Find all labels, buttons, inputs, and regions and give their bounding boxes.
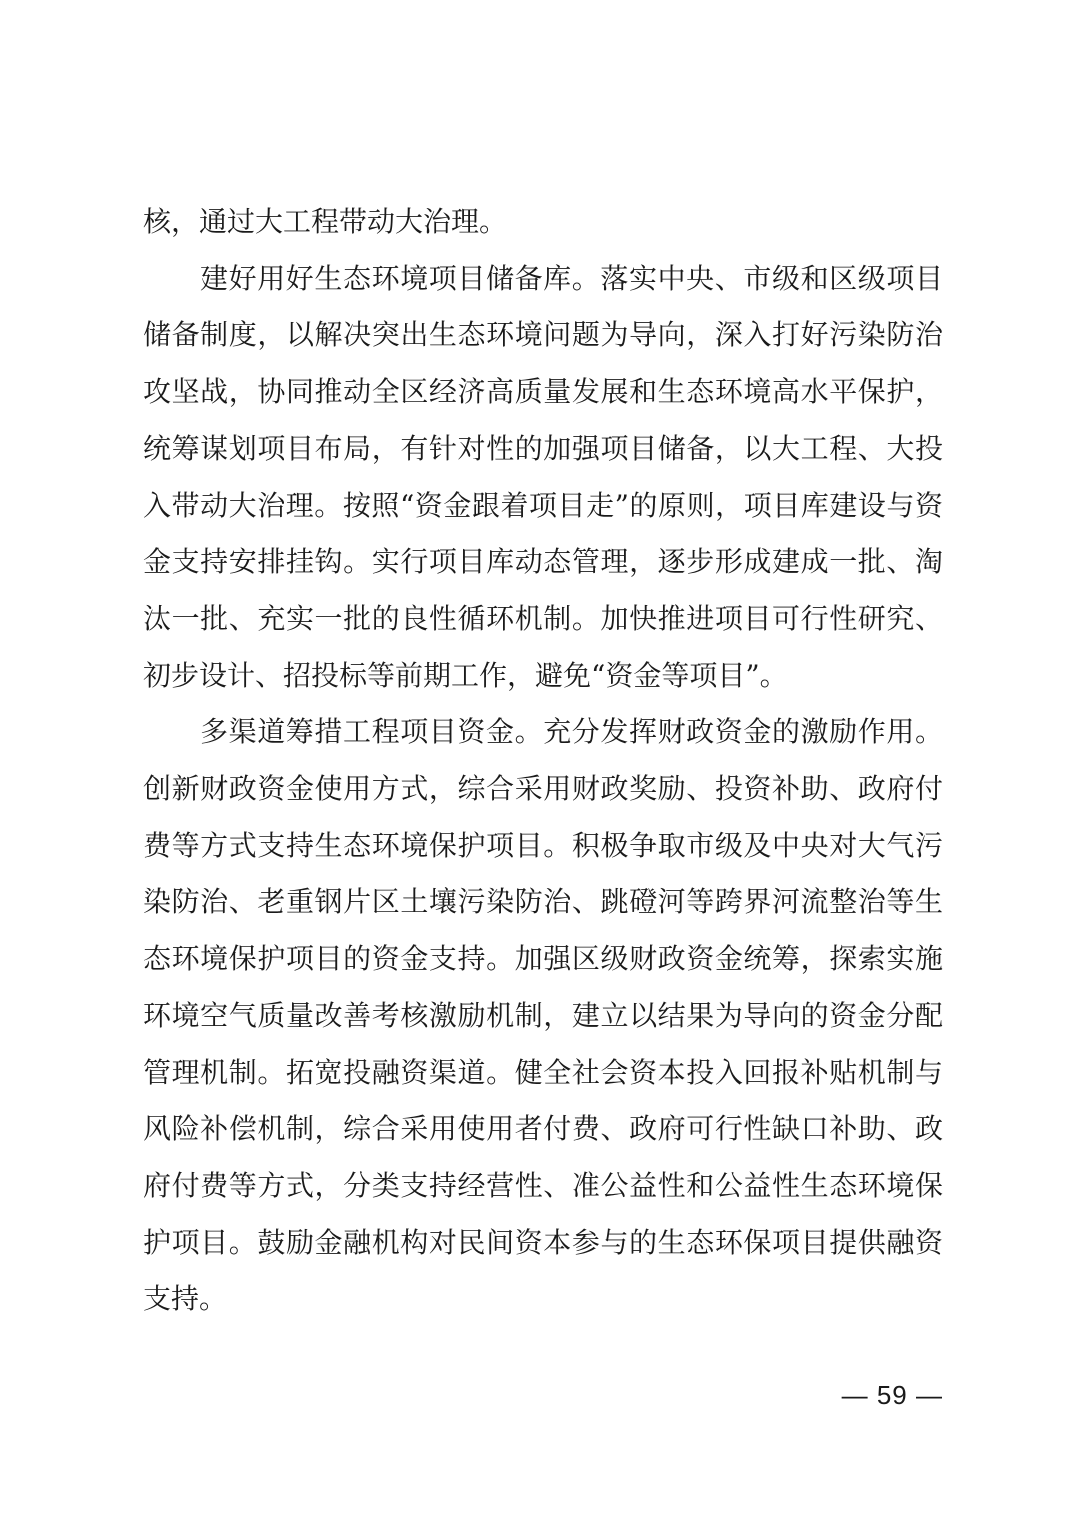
paragraph-text: 落实中央、市级和区级项目储备制度，以解决突出生态环境问题为导向，深入打好污染防治攻坚战，协同推动全区经济高质量发展和生态环境高水平保护，统筹谋划项目布局，有针对性的加强项目储备，以大工程、大投入带动大治理。按照“资金跟着项目走”的原则，项目库建设与资金支持安排挂钩。实行项目库动态管理，逐步形成建成一批、淘汰一批、充实一批的良性循环机制。加快推进项目可行性研究、初步设计、招投标等前期工作，避免“资金等项目”。 [143,261,943,692]
paragraph-text: 充分发挥财政资金的激励作用。创新财政资金使用方式，综合采用财政奖励、投资补助、政府付费等方式支持生态环境保护项目。积极争取市级及中央对大气污染防治、老重钢片区土壤污染防治、跳磴河等跨界河流整治等生态环境保护项目的资金支持。加强区级财政资金统筹，探索实施环境空气质量改善考核激励机制，建立以结果为导向的资金分配管理机制。拓宽投融资渠道。健全社会资本投入回报补贴机制与风险补偿机制，综合采用使用者付费、政府可行性缺口补助、政府付费等方式，分类支持经营性、准公益性和公益性生态环境保护项目。鼓励金融机构对民间资本参与的生态环保项目提供融资支持。 [143,715,943,1316]
document-body [143,194,943,1328]
paragraph-heading: 建好用好生态环境项目储备库。 [200,261,601,295]
paragraph-project-funding [143,704,943,1328]
paragraph-continuation [143,194,943,251]
paragraph-heading: 多渠道筹措工程项目资金。 [200,715,544,749]
paragraph-project-reserve [143,251,943,705]
paragraph-text: 核，通过大工程带动大治理。 [143,205,508,238]
page-number: — 59 — [841,1380,943,1410]
